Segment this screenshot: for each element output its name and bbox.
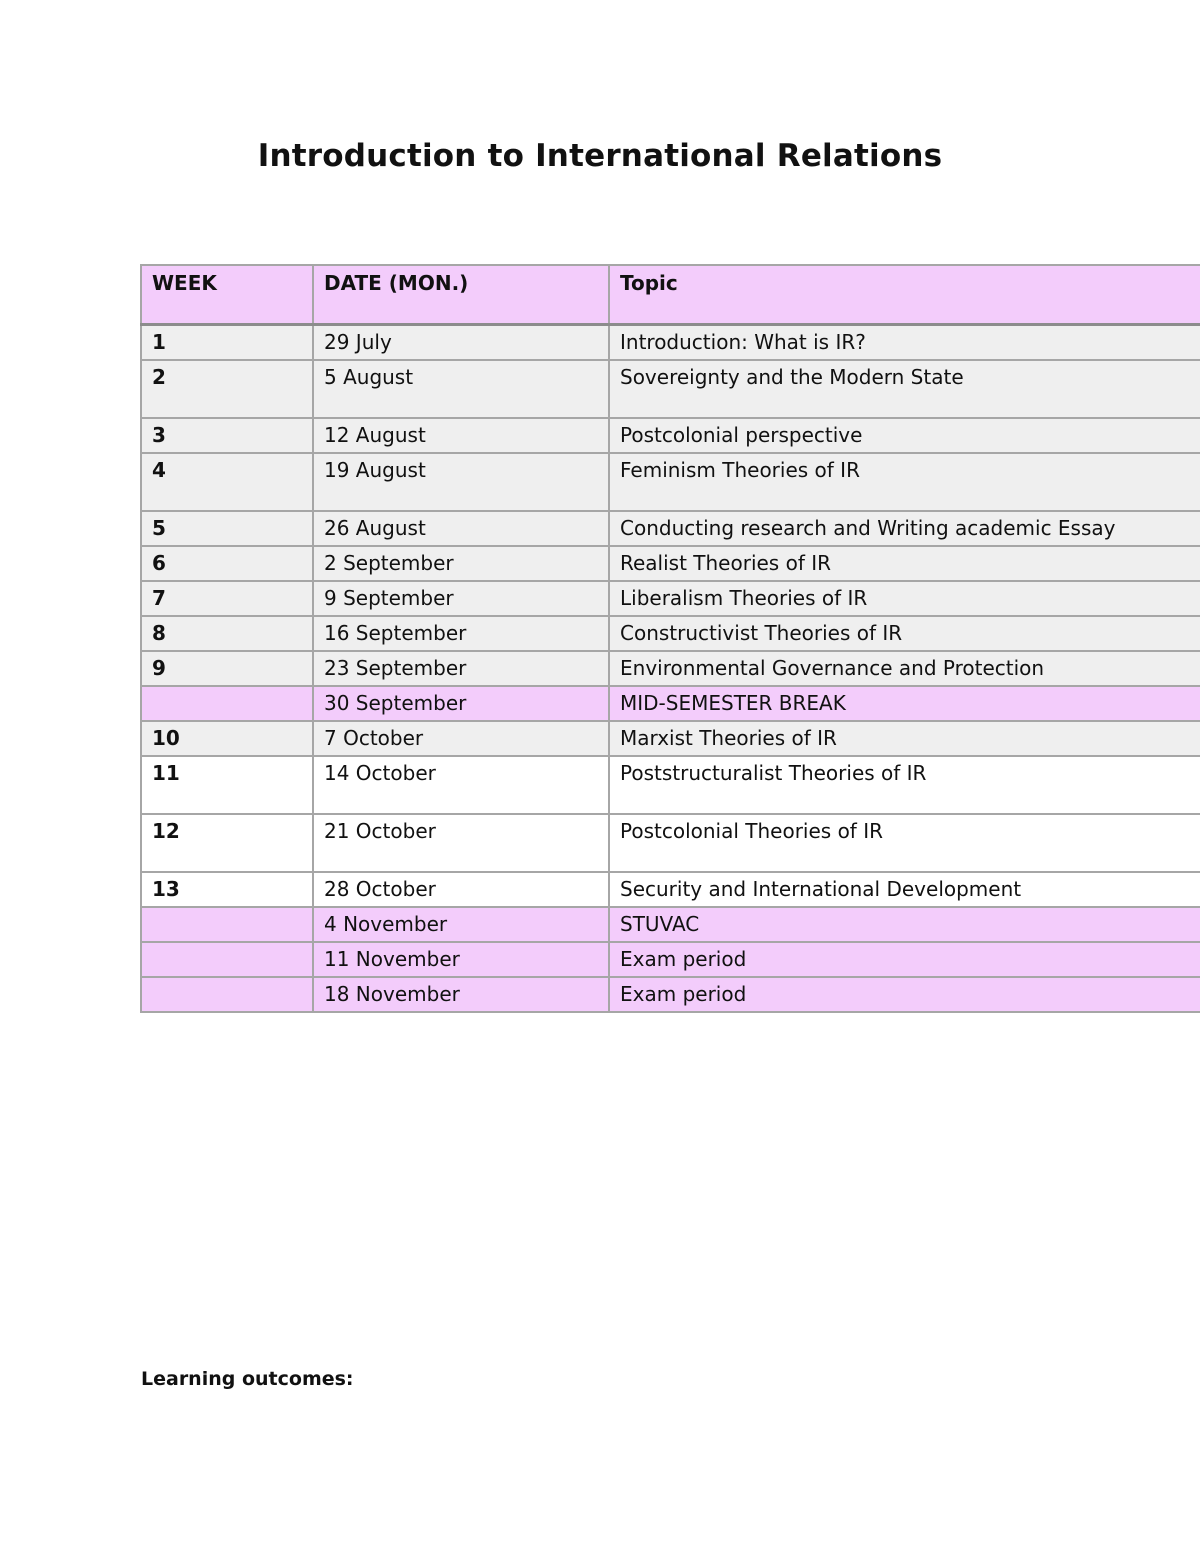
topic-cell: Security and International Development [609, 872, 1200, 907]
date-cell: 30 September [313, 686, 609, 721]
topic-cell: Conducting research and Writing academic Essay [609, 511, 1200, 546]
date-cell: 14 October [313, 756, 609, 814]
table-row [141, 814, 1200, 872]
topic-cell: Environmental Governance and Protection [609, 651, 1200, 686]
week-cell: 3 [141, 418, 313, 453]
table-row [141, 325, 1200, 361]
learning-outcomes-heading: Learning outcomes: [141, 1368, 354, 1390]
table-row [141, 546, 1200, 581]
topic-cell: Postcolonial perspective [609, 418, 1200, 453]
week-cell: 5 [141, 511, 313, 546]
header-week: WEEK [141, 265, 313, 325]
week-cell: 10 [141, 721, 313, 756]
topic-cell: Poststructuralist Theories of IR [609, 756, 1200, 814]
date-cell: 11 November [313, 942, 609, 977]
week-cell [141, 907, 313, 942]
week-cell [141, 686, 313, 721]
document-title: Introduction to International Relations [257, 138, 943, 174]
table-row-break [141, 942, 1200, 977]
date-cell: 19 August [313, 453, 609, 511]
topic-cell: Feminism Theories of IR [609, 453, 1200, 511]
table-row [141, 756, 1200, 814]
week-cell [141, 977, 313, 1012]
table-row [141, 360, 1200, 418]
topic-cell: Postcolonial Theories of IR [609, 814, 1200, 872]
topic-cell: Sovereignty and the Modern State [609, 360, 1200, 418]
date-cell: 16 September [313, 616, 609, 651]
table-row-break [141, 977, 1200, 1012]
date-cell: 2 September [313, 546, 609, 581]
week-cell: 6 [141, 546, 313, 581]
table-header-row [141, 265, 1200, 325]
table-row [141, 872, 1200, 907]
week-cell: 7 [141, 581, 313, 616]
topic-cell: Marxist Theories of IR [609, 721, 1200, 756]
table-row [141, 581, 1200, 616]
topic-cell: Realist Theories of IR [609, 546, 1200, 581]
table-row-break [141, 686, 1200, 721]
date-cell: 21 October [313, 814, 609, 872]
topic-cell: Introduction: What is IR? [609, 325, 1200, 361]
date-cell: 28 October [313, 872, 609, 907]
week-cell: 12 [141, 814, 313, 872]
date-cell: 9 September [313, 581, 609, 616]
topic-cell: Exam period [609, 942, 1200, 977]
date-cell: 18 November [313, 977, 609, 1012]
date-cell: 26 August [313, 511, 609, 546]
week-cell: 13 [141, 872, 313, 907]
topic-cell: Liberalism Theories of IR [609, 581, 1200, 616]
table-row [141, 721, 1200, 756]
week-cell: 2 [141, 360, 313, 418]
week-cell: 11 [141, 756, 313, 814]
topic-cell: STUVAC [609, 907, 1200, 942]
table-row-break [141, 907, 1200, 942]
header-topic: Topic [609, 265, 1200, 325]
table-row [141, 651, 1200, 686]
week-cell: 4 [141, 453, 313, 511]
week-cell: 9 [141, 651, 313, 686]
topic-cell: MID-SEMESTER BREAK [609, 686, 1200, 721]
date-cell: 4 November [313, 907, 609, 942]
table-row [141, 616, 1200, 651]
topic-cell: Exam period [609, 977, 1200, 1012]
header-date: DATE (MON.) [313, 265, 609, 325]
schedule-table [140, 264, 1200, 1013]
week-cell: 1 [141, 325, 313, 361]
topic-cell: Constructivist Theories of IR [609, 616, 1200, 651]
week-cell [141, 942, 313, 977]
table-row [141, 453, 1200, 511]
date-cell: 7 October [313, 721, 609, 756]
date-cell: 5 August [313, 360, 609, 418]
table-row [141, 511, 1200, 546]
date-cell: 12 August [313, 418, 609, 453]
week-cell: 8 [141, 616, 313, 651]
table-row [141, 418, 1200, 453]
date-cell: 29 July [313, 325, 609, 361]
schedule-table-wrapper [140, 264, 1200, 1013]
date-cell: 23 September [313, 651, 609, 686]
